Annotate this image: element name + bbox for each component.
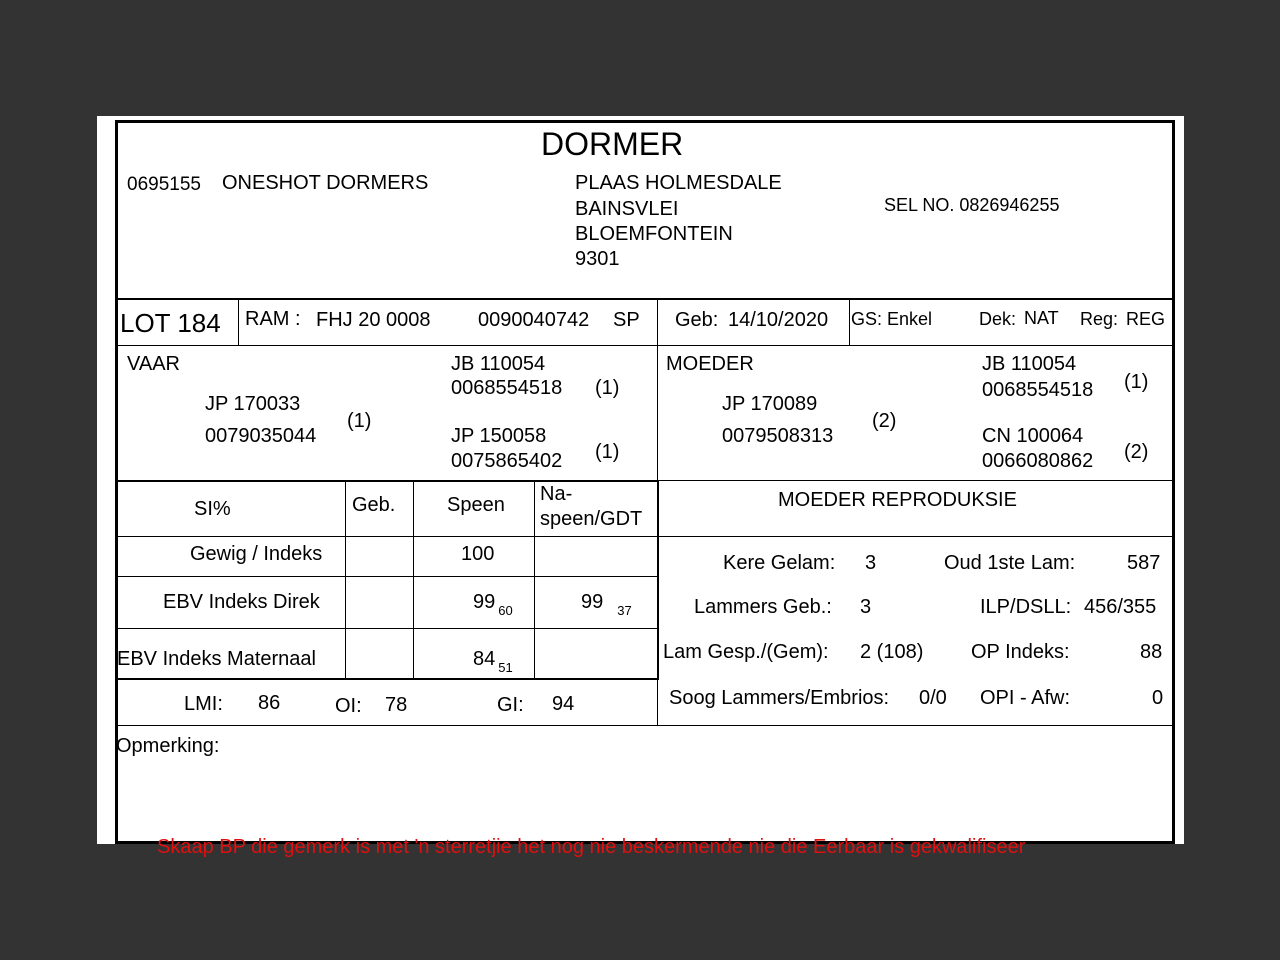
- gesp-label: Lam Gesp./(Gem):: [663, 641, 829, 663]
- address-line-4: 9301: [575, 248, 620, 270]
- lmi-label: LMI:: [184, 693, 223, 715]
- cell-number: SEL NO. 0826946255: [884, 195, 1060, 215]
- soog-value: 0/0: [919, 687, 947, 709]
- dam-id: JP 170089: [722, 393, 818, 415]
- sire-sire-id: JB 110054: [451, 353, 546, 375]
- owner-name: ONESHOT DORMERS: [222, 172, 429, 194]
- speen-value: 99 $_{60}$: [473, 591, 513, 618]
- sire-label: VAAR: [127, 353, 180, 375]
- divider: [413, 480, 414, 679]
- dek-label: Dek:: [979, 309, 1017, 329]
- dam-mark: (2): [872, 410, 897, 432]
- breed-title: DORMER: [541, 126, 684, 162]
- gs-type: GS: Enkel: [851, 309, 933, 329]
- divider: [115, 536, 1175, 537]
- speen-value: 100: [461, 543, 495, 565]
- lammers-label: Lammers Geb.:: [694, 596, 832, 618]
- dam-number: 0079508313: [722, 425, 834, 447]
- row-label: Gewig / Indeks: [190, 543, 323, 565]
- address-line-1: PLAAS HOLMESDALE: [575, 172, 782, 194]
- document-page: [97, 116, 1184, 858]
- si-header: SI%: [194, 498, 231, 520]
- dam-dam-number: 0066080862: [982, 450, 1094, 472]
- gi-label: GI:: [497, 694, 524, 716]
- divider: [657, 480, 659, 680]
- divider: [345, 480, 346, 679]
- address-line-3: BLOEMFONTEIN: [575, 223, 733, 245]
- divider: [115, 345, 1175, 346]
- ilp-value: 456/355: [1084, 596, 1157, 618]
- address-line-2: BAINSVLEI: [575, 198, 679, 220]
- kere-label: Kere Gelam:: [723, 552, 836, 574]
- kere-value: 3: [865, 552, 877, 574]
- sire-id: JP 170033: [205, 393, 301, 415]
- divider: [657, 345, 658, 481]
- dam-label: MOEDER: [666, 353, 754, 375]
- repro-title: MOEDER REPRODUKSIE: [778, 489, 1017, 511]
- soog-label: Soog Lammers/Embrios:: [669, 687, 890, 709]
- op-value: 88: [1140, 641, 1163, 663]
- op-label: OP Indeks:: [971, 641, 1070, 663]
- sire-mark: (1): [347, 410, 372, 432]
- gi-value: 94: [552, 693, 575, 715]
- divider: [115, 480, 659, 482]
- dam-sire-id: JB 110054: [982, 353, 1077, 375]
- sire-number: 0079035044: [205, 425, 317, 447]
- dek-value: NAT: [1024, 308, 1059, 328]
- lammers-value: 3: [860, 596, 872, 618]
- geb-header: Geb.: [352, 494, 396, 516]
- divider: [238, 299, 239, 345]
- oud-label: Oud 1ste Lam:: [944, 552, 1076, 574]
- divider: [658, 480, 1175, 481]
- ram-label: RAM :: [245, 308, 301, 330]
- divider: [115, 725, 1175, 726]
- owner-code: 0695155: [127, 174, 201, 195]
- ram-id: FHJ 20 0008: [316, 309, 431, 331]
- registration-number: 0090040742: [478, 309, 590, 331]
- sire-dam-number: 0075865402: [451, 450, 563, 472]
- divider: [657, 299, 658, 345]
- ilp-label: ILP/DSLL:: [980, 596, 1072, 618]
- divider: [534, 480, 535, 679]
- oi-label: OI:: [335, 695, 362, 717]
- divider: [115, 678, 659, 680]
- lmi-value: 86: [258, 692, 281, 714]
- naspeen-header: Na-: [540, 483, 573, 505]
- row-label: EBV Indeks Maternaal: [117, 648, 316, 670]
- naspeen-header: speen/GDT: [540, 508, 643, 530]
- remarks-label: Opmerking:: [116, 735, 220, 757]
- naspeen-value: 99 $_{37}$: [581, 591, 632, 618]
- birth-label: Geb:: [675, 309, 719, 331]
- dam-dam-id: CN 100064: [982, 425, 1084, 447]
- dam-sire-number: 0068554518: [982, 379, 1094, 401]
- lot-number: LOT 184: [120, 308, 221, 338]
- speen-header: Speen: [447, 494, 505, 516]
- birth-date: 14/10/2020: [728, 309, 829, 331]
- divider: [849, 299, 850, 345]
- gesp-value: 2 (108): [860, 641, 924, 663]
- oi-value: 78: [385, 694, 408, 716]
- divider: [115, 628, 659, 629]
- opi-value: 0: [1152, 687, 1164, 709]
- dam-dam-mark: (2): [1124, 441, 1149, 463]
- sire-sire-mark: (1): [595, 377, 620, 399]
- row-label: EBV Indeks Direk: [163, 591, 320, 613]
- divider: [657, 679, 658, 726]
- sp-code: SP: [613, 309, 640, 331]
- opi-label: OPI - Afw:: [980, 687, 1071, 709]
- divider: [115, 576, 659, 577]
- speen-value: 84 $_{51}$: [473, 648, 513, 675]
- dam-sire-mark: (1): [1124, 371, 1149, 393]
- sire-dam-id: JP 150058: [451, 425, 547, 447]
- red-footnote: Skaap BP die gemerk is met 'n sterretjie het nog nie beskermende nie die Eerbaar is gekwalifiseer: [157, 836, 1026, 858]
- sire-sire-number: 0068554518: [451, 377, 563, 399]
- sire-dam-mark: (1): [595, 441, 620, 463]
- reg-value: REG: [1126, 309, 1166, 329]
- divider: [115, 298, 1175, 300]
- oud-value: 587: [1127, 552, 1161, 574]
- reg-label: Reg:: [1080, 309, 1119, 329]
